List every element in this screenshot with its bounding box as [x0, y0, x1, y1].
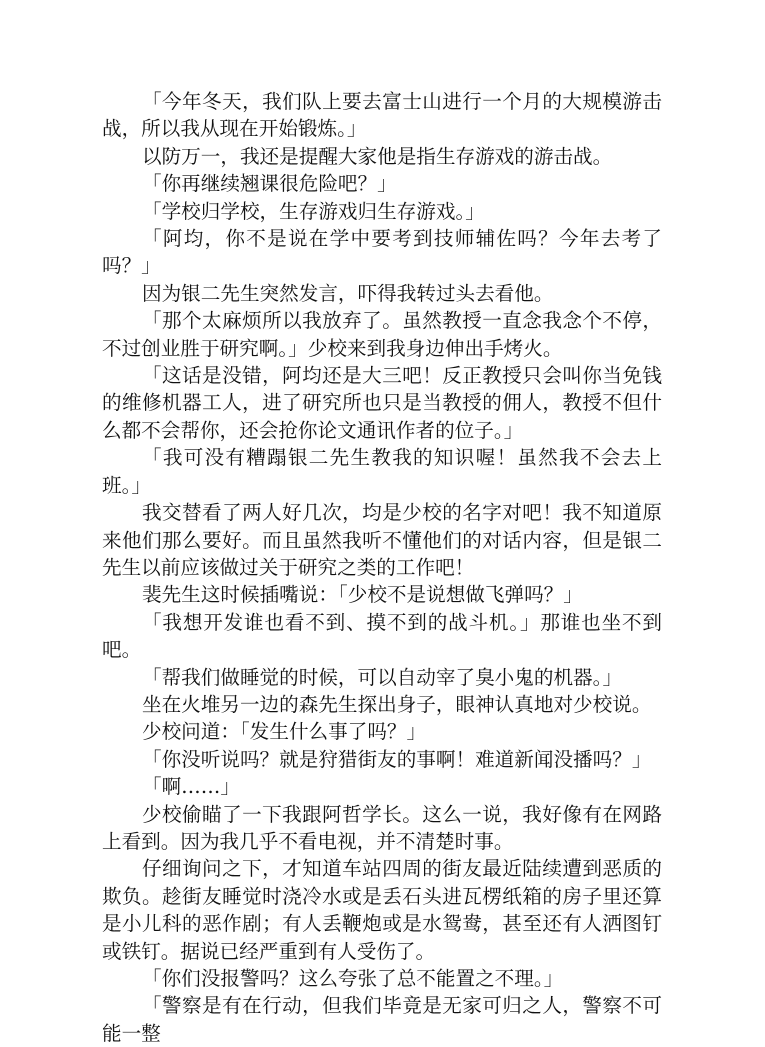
paragraph: 「那个太麻烦所以我放弃了。虽然教授一直念我念个不停，不过创业胜于研究啊。」少校来到我身边伸出手烤火。: [102, 309, 662, 360]
paragraph: 「今年冬天，我们队上要去富士山进行一个月的大规模游击战，所以我从现在开始锻炼。」: [102, 90, 662, 141]
paragraph: 仔细询问之下，才知道车站四周的街友最近陆续遭到恶质的欺负。趁街友睡觉时浇冷水或是丢石头进瓦楞纸箱的房子里还算是小儿科的恶作剧；有人丢鞭炮或是水鸳鸯，甚至还有人洒图钉或铁钉。据说已经严重到有人受伤了。: [102, 857, 662, 963]
paragraph: 以防万一，我还是提醒大家他是指生存游戏的游击战。: [142, 144, 613, 168]
paragraph: 「学校归学校，生存游戏归生存游戏。」: [142, 199, 485, 223]
paragraph: 「警察是有在行动，但我们毕竟是无家可归之人，警察不可能一整: [102, 994, 662, 1045]
paragraph: 「你再继续翘课很危险吧？」: [142, 172, 397, 196]
paragraph: 「这话是没错，阿均还是大三吧！反正教授只会叫你当免钱的维修机器工人，进了研究所也只是当教授的佣人，教授不但什么都不会帮你，还会抢你论文通讯作者的位子。」: [102, 364, 662, 442]
paragraph: 裴先生这时候插嘴说：「少校不是说想做飞弹吗？」: [142, 583, 583, 607]
paragraph: 「阿均，你不是说在学中要考到技师辅佐吗？今年去考了吗？」: [102, 227, 662, 278]
book-page: [102, 88, 662, 1047]
paragraph: 「你没听说吗？就是狩猎街友的事啊！难道新闻没播吗？」: [142, 747, 652, 771]
paragraph: 我交替看了两人好几次，均是少校的名字对吧！我不知道原来他们那么要好。而且虽然我听不懂他们的对话内容，但是银二先生以前应该做过关于研究之类的工作吧！: [102, 501, 662, 579]
paragraph: 「我想开发谁也看不到、摸不到的战斗机。」那谁也坐不到吧。: [102, 610, 662, 662]
paragraph: 「我可没有糟蹋银二先生教我的知识喔！虽然我不会去上班。」: [102, 446, 662, 497]
paragraph: 「帮我们做睡觉的时候，可以自动宰了臭小鬼的机器。」: [142, 665, 623, 689]
paragraph: 「啊……」: [142, 775, 240, 799]
paragraph: 少校问道：「发生什么事了吗？」: [142, 720, 427, 744]
paragraph: 因为银二先生突然发言，吓得我转过头去看他。: [142, 281, 554, 305]
paragraph: 少校偷瞄了一下我跟阿哲学长。这么一说，我好像有在网路上看到。因为我几乎不看电视，并不清楚时事。: [102, 802, 662, 853]
paragraph: 「你们没报警吗？这么夸张了总不能置之不理。」: [142, 967, 564, 990]
paragraph: 坐在火堆另一边的森先生探出身子，眼神认真地对少校说。: [142, 692, 652, 716]
